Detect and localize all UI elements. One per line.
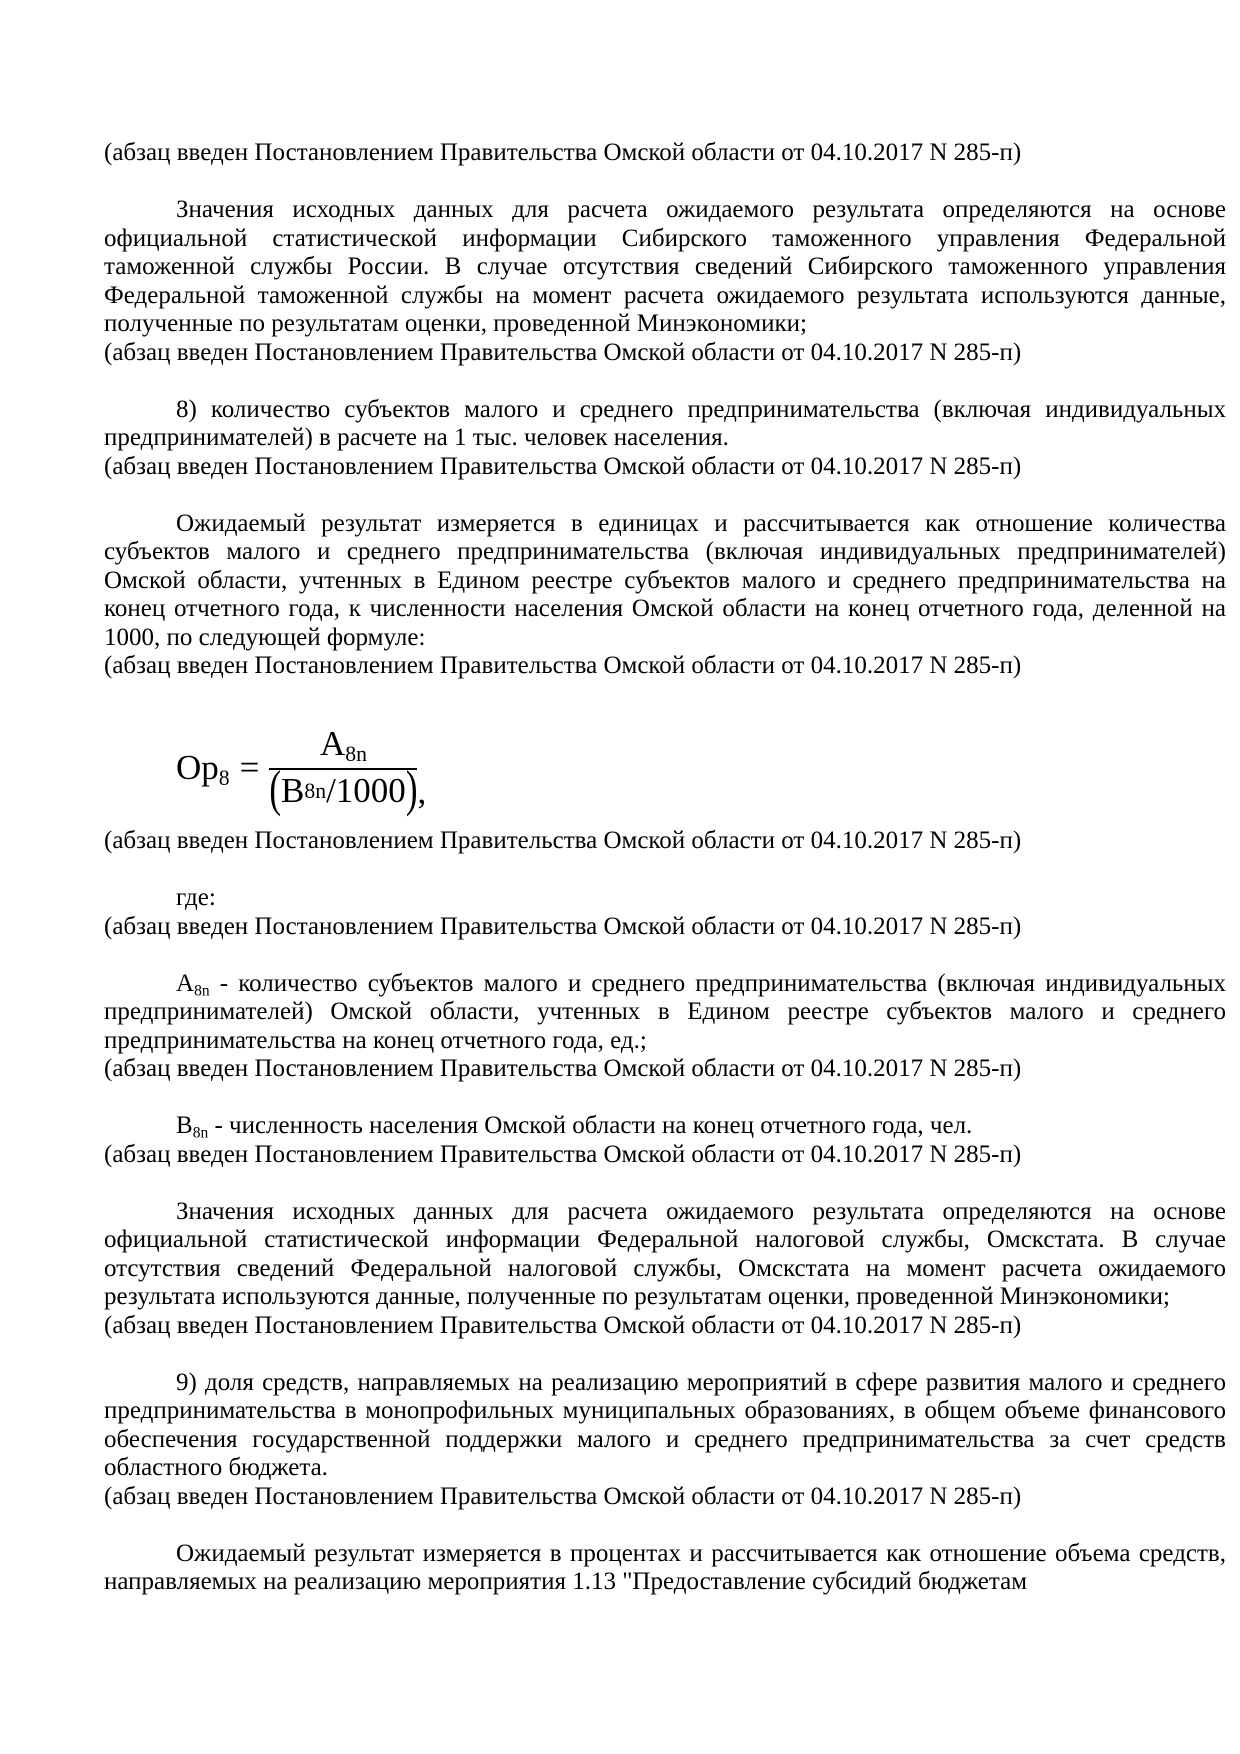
- amendment-note: (абзац введен Постановлением Правительства Омской области от 04.10.2017 N 285-п): [104, 1482, 1022, 1510]
- formula-lhs: $Ор_8$: [176, 747, 230, 790]
- amendment-note: (абзац введен Постановлением Правительства Омской области от 04.10.2017 N 285-п): [104, 1140, 1022, 1168]
- paragraph: где:: [176, 884, 216, 911]
- formula-equals: =: [239, 747, 260, 787]
- formula-denominator: ( В 8n /1000 ): [269, 760, 418, 818]
- paragraph: 8) количество субъектов малого и среднего предпринимательства (включая индивидуальных предпринимателей) в расчете на 1 тыс. человек населения.: [104, 395, 1226, 451]
- formula-comma: ,: [417, 772, 427, 812]
- paragraph: 9) доля средств, направляемых на реализацию мероприятий в сфере развития малого и среднего предпринимательства в монопрофильных муниципальных образованиях, в общем объеме финансового обеспечения государственной поддержки малого и среднего предпринимательства за счет средств областного бюджета.: [104, 1368, 1226, 1481]
- amendment-note: (абзац введен Постановлением Правительства Омской области от 04.10.2017 N 285-п): [104, 452, 1022, 480]
- paragraph: $А_{8n}$ - количество субъектов малого и среднего предпринимательства (включая индивидуальных предпринимателей) Омской области, учтенных в Едином реестре субъектов малого и среднего предпринимательства на конец отчетного года, ед.;: [104, 969, 1226, 1054]
- amendment-note: (абзац введен Постановлением Правительства Омской области от 04.10.2017 N 285-п): [104, 1055, 1022, 1082]
- amendment-note: (абзац введен Постановлением Правительства Омской области от 04.10.2017 N 285-п): [104, 338, 1022, 366]
- paragraph: $В_{8n}$ - численность населения Омской области на конец отчетного года, чел.: [176, 1112, 973, 1142]
- amendment-note: (абзац введен Постановлением Правительства Омской области от 04.10.2017 N 285-п): [104, 139, 1022, 166]
- formula: [104, 709, 1226, 827]
- formula-fraction: [269, 724, 418, 818]
- paragraph: Значения исходных данных для расчета ожидаемого результата определяются на основе официальной статистической информации Федеральной налоговой службы, Омскстата. В случае отсутствия сведений Федеральной налоговой службы, Омскстата на момент расчета ожидаемого результата используются данные, полученные по результатам оценки, проведенной Минэкономики;: [104, 1197, 1226, 1310]
- document-body: [104, 139, 1226, 1597]
- paragraph: Значения исходных данных для расчета ожидаемого результата определяются на основе официальной статистической информации Сибирского таможенного управления Федеральной таможенной службы России. В случае отсутствия сведений Сибирского таможенного управления Федеральной таможенной службы на момент расчета ожидаемого результата используются данные, полученные по результатам оценки, проведенной Минэкономики;: [104, 196, 1226, 337]
- amendment-note: (абзац введен Постановлением Правительства Омской области от 04.10.2017 N 285-п): [104, 912, 1022, 940]
- amendment-note: (абзац введен Постановлением Правительства Омской области от 04.10.2017 N 285-п): [104, 1311, 1022, 1339]
- formula-numerator: $А_{8n}$: [319, 724, 367, 767]
- paragraph: Ожидаемый результат измеряется в единицах и рассчитывается как отношение количества субъектов малого и среднего предпринимательства (включая индивидуальных предпринимателей) Омской области, учтенных в Едином реестре субъектов малого и среднего предпринимательства на конец отчетного года, к численности населения Омской области на конец отчетного года, деленной на 1000, по следующей формуле:: [104, 509, 1226, 651]
- amendment-note: (абзац введен Постановлением Правительства Омской области от 04.10.2017 N 285-п): [104, 652, 1022, 679]
- amendment-note: (абзац введен Постановлением Правительства Омской области от 04.10.2017 N 285-п): [104, 827, 1022, 854]
- paragraph: Ожидаемый результат измеряется в процентах и рассчитывается как отношение объема средств, направляемых на реализацию мероприятия 1.13 "Предоставление субсидий бюджетам: [104, 1539, 1226, 1595]
